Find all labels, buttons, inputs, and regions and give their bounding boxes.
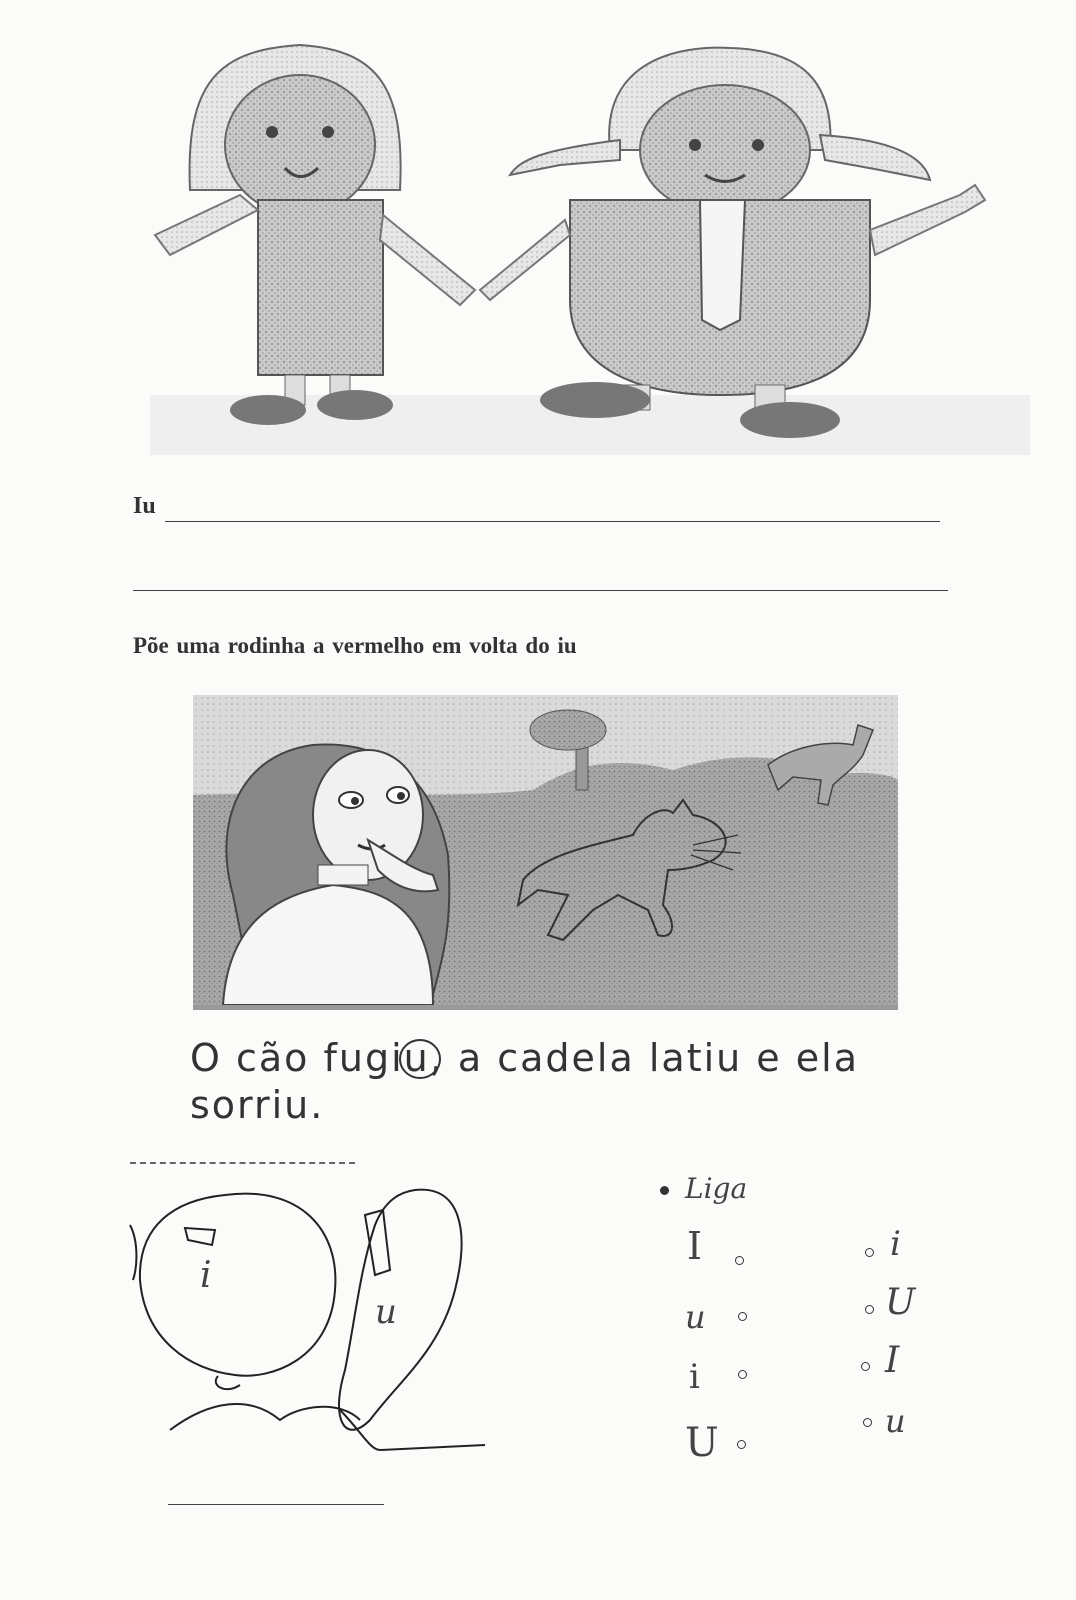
scene-illustration [193, 695, 903, 1025]
writing-line-1[interactable] [165, 521, 940, 522]
balloon-letter-right: u [375, 1292, 397, 1332]
balloons-drawing [130, 1180, 490, 1510]
left-dot-4[interactable] [737, 1440, 746, 1449]
match-title: Liga [685, 1172, 748, 1205]
left-dot-3[interactable] [738, 1370, 747, 1379]
left-dot-1[interactable] [735, 1256, 744, 1265]
iu-circle-mark [392, 1035, 452, 1085]
children-illustration [0, 0, 1076, 480]
sentence-line-2: sorriu. [190, 1083, 325, 1127]
left-item-3: i [689, 1357, 700, 1397]
match-exercise [655, 1172, 955, 1492]
left-item-1: I [687, 1224, 703, 1268]
right-dot-4[interactable] [863, 1418, 872, 1427]
right-dot-3[interactable] [861, 1362, 870, 1371]
bullet-icon [660, 1186, 669, 1195]
writing-line-2[interactable] [133, 590, 948, 591]
cut-line [130, 1162, 355, 1164]
left-item-2: u [685, 1298, 706, 1336]
sentence-line-1: O cão fugiu, a cadela latiu e ela [190, 1036, 859, 1080]
balloon-letter-left: i [200, 1255, 212, 1296]
left-dot-2[interactable] [738, 1312, 747, 1321]
right-dot-1[interactable] [865, 1248, 874, 1257]
instruction-text: Põe uma rodinha a vermelho em volta do iu [133, 633, 577, 658]
right-item-1: i [890, 1224, 901, 1264]
left-item-4: U [685, 1420, 719, 1466]
right-item-3: I [885, 1340, 900, 1381]
writing-line-3[interactable] [168, 1504, 384, 1505]
right-item-2: U [885, 1282, 916, 1323]
right-dot-2[interactable] [865, 1305, 874, 1314]
right-item-4: u [885, 1402, 906, 1440]
write-label: Iu [133, 493, 156, 519]
